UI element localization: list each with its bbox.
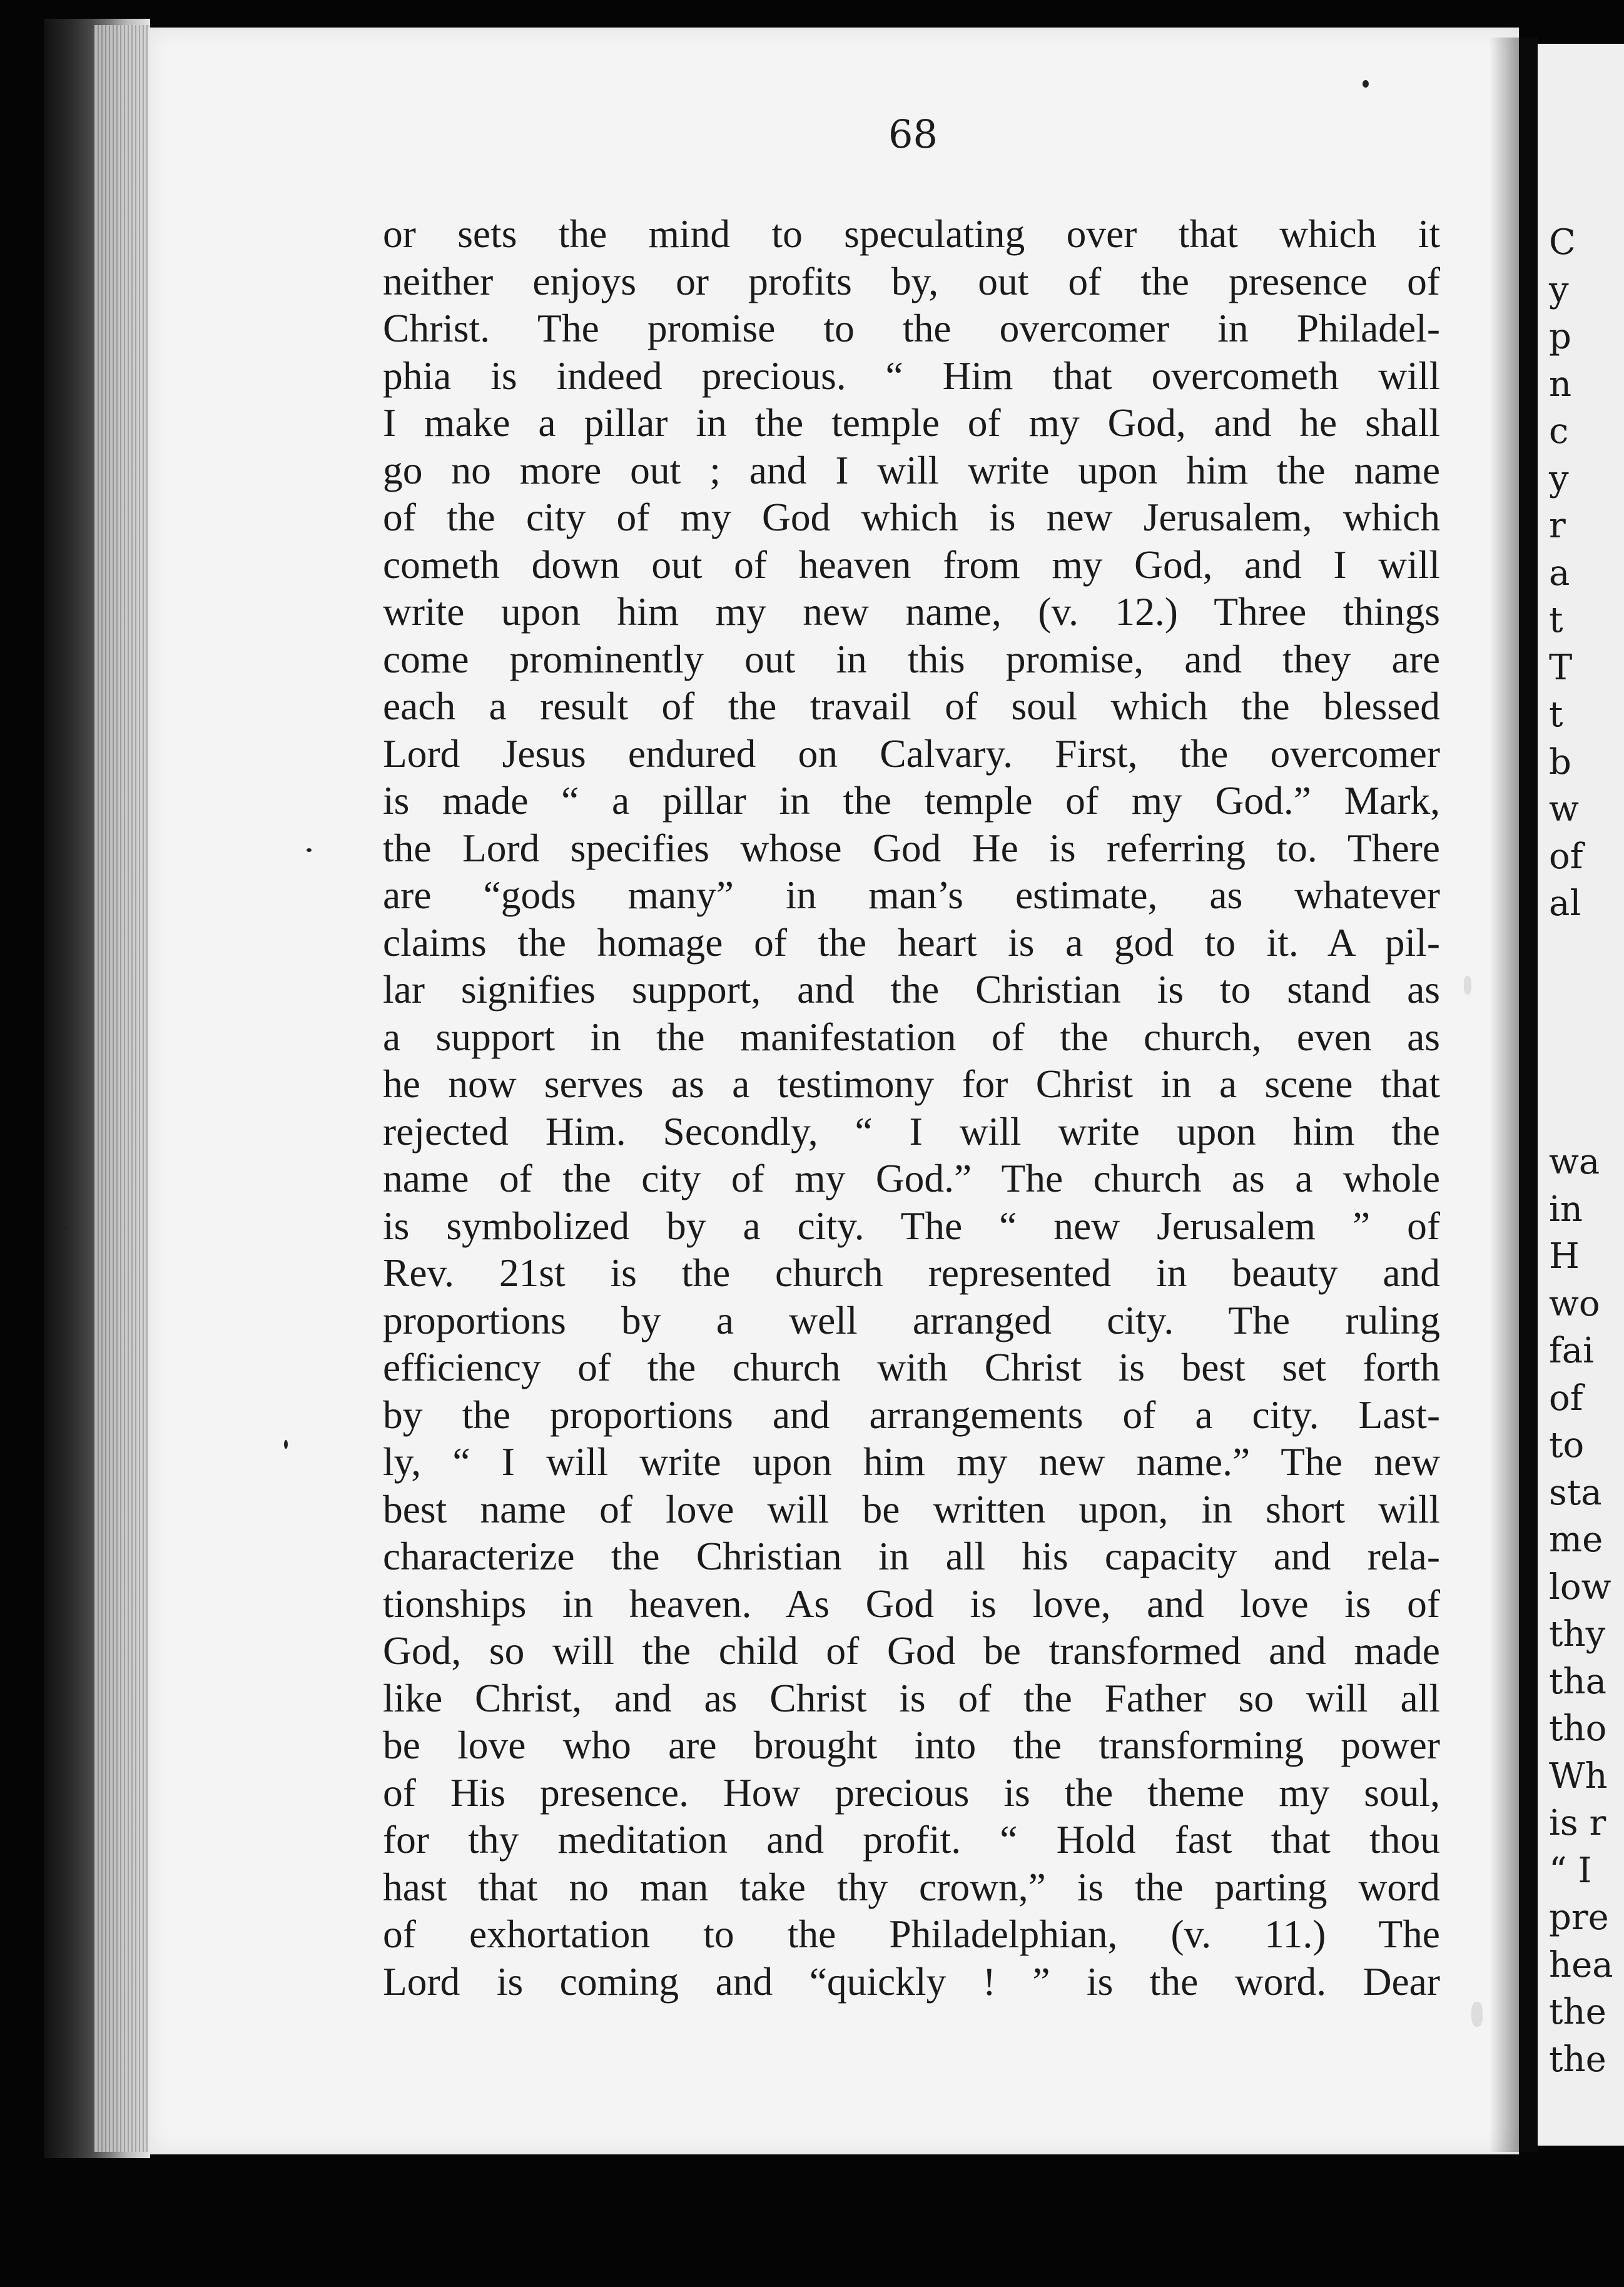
text-line: claims the homage of the heart is a god to it. A pil- — [383, 920, 1440, 965]
next-page-line: t — [1549, 600, 1563, 641]
text-line: cometh down out of heaven from my God, and I will — [383, 542, 1440, 587]
page-number: 68 — [888, 111, 938, 157]
next-page-line: of — [1549, 836, 1583, 877]
text-line: ly, “ I will write upon him my new name.” The new — [383, 1439, 1440, 1484]
next-page-line: p — [1549, 317, 1571, 357]
page-edges — [94, 25, 150, 2152]
speck — [60, 1225, 68, 1230]
next-page-line: “ I — [1549, 1850, 1592, 1891]
text-line: the Lord specifies whose God He is referring to. There — [383, 825, 1440, 870]
next-page-line: a — [1549, 552, 1570, 594]
speck — [1363, 80, 1369, 88]
text-line: phia is indeed precious. “ Him that overcometh will — [383, 353, 1440, 398]
next-page-line: c — [1549, 411, 1569, 452]
next-page-line: y — [1549, 458, 1569, 499]
text-line: go no more out ; and I will write upon him the name — [383, 447, 1440, 492]
next-page-line: tha — [1549, 1661, 1606, 1702]
next-page-line: w — [1549, 789, 1579, 829]
text-line: are “gods many” in man’s estimate, as whatever — [383, 873, 1440, 917]
next-page-line: tho — [1549, 1708, 1607, 1749]
text-line: tionships in heaven. As God is love, and love is of — [383, 1581, 1440, 1626]
text-line: come prominently out in this promise, and they are — [383, 636, 1440, 681]
next-page-line: hea — [1549, 1944, 1613, 1985]
text-line: a support in the manifestation of the church, even as — [383, 1014, 1440, 1059]
next-page-line: pre — [1549, 1897, 1609, 1938]
next-page-line: b — [1549, 741, 1571, 783]
text-line: characterize the Christian in all his capacity and rela- — [383, 1534, 1440, 1578]
next-page-line: thy — [1549, 1614, 1606, 1655]
text-line: is symbolized by a city. The “ new Jerusalem ” of — [383, 1203, 1440, 1248]
text-line: neither enjoys or profits by, out of the presence of — [383, 258, 1440, 303]
text-line: proportions by a well arranged city. The ruling — [383, 1297, 1440, 1342]
text-line: efficiency of the church with Christ is best set forth — [383, 1345, 1440, 1389]
text-line: of the city of my God which is new Jerusalem, which — [383, 495, 1440, 539]
text-line: of His presence. How precious is the theme my soul, — [383, 1770, 1440, 1815]
next-page-line: C — [1549, 222, 1576, 263]
text-line: Lord Jesus endured on Calvary. First, the overcomer — [383, 731, 1440, 776]
text-line: God, so will the child of God be transformed and made — [383, 1628, 1440, 1673]
next-page-line: t — [1549, 694, 1563, 735]
next-page-line: is r — [1549, 1803, 1606, 1843]
book-binding — [1519, 38, 1538, 2152]
next-page-line: wo — [1549, 1283, 1600, 1324]
next-page-line: me — [1549, 1519, 1603, 1560]
next-page-line: al — [1549, 883, 1581, 924]
text-line: by the proportions and arrangements of a city. Last- — [383, 1392, 1440, 1437]
next-page-line: Wh — [1549, 1755, 1608, 1797]
next-page-line: H — [1549, 1236, 1580, 1277]
next-page-line: r — [1549, 505, 1566, 546]
text-line: rejected Him. Secondly, “ I will write upon him the — [383, 1108, 1440, 1154]
page-gutter-shadow — [1489, 38, 1519, 2152]
text-line: Christ. The promise to the overcomer in Philadel- — [383, 306, 1440, 350]
text-line: lar signifies support, and the Christian is to stand as — [383, 967, 1440, 1012]
text-line: he now serves as a testimony for Christ in a scene that — [383, 1062, 1440, 1106]
next-page-line: y — [1549, 269, 1569, 310]
text-line: hast that no man take thy crown,” is the parting word — [383, 1864, 1440, 1909]
next-page-line: sta — [1549, 1472, 1602, 1513]
text-line: is made “ a pillar in the temple of my God.” Mark, — [383, 778, 1440, 823]
text-line: name of the city of my God.” The church as a whole — [383, 1156, 1440, 1200]
text-line: for thy meditation and profit. “ Hold fast that thou — [383, 1817, 1440, 1862]
next-page-line: in — [1549, 1189, 1583, 1230]
text-line: I make a pillar in the temple of my God, and he shall — [383, 400, 1440, 445]
speck — [307, 848, 312, 852]
text-line: write upon him my new name, (v. 12.) Three things — [383, 589, 1440, 634]
next-page-line: wa — [1549, 1142, 1600, 1182]
speck — [1471, 2002, 1483, 2027]
next-page-line: to — [1549, 1425, 1585, 1466]
text-line: Lord is coming and “quickly ! ” is the word. Dear — [383, 1959, 1440, 2004]
text-line: like Christ, and as Christ is of the Father so will all — [383, 1675, 1440, 1720]
next-page-fragment — [1538, 44, 1624, 2146]
text-line: or sets the mind to speculating over that which it — [383, 211, 1440, 256]
next-page-line: n — [1549, 363, 1572, 405]
text-line: be love who are brought into the transforming power — [383, 1723, 1440, 1767]
speck — [1464, 976, 1471, 995]
text-line: each a result of the travail of soul which the blessed — [383, 684, 1440, 728]
next-page-line: the — [1549, 2039, 1606, 2080]
next-page-line: fai — [1549, 1331, 1595, 1371]
text-line: of exhortation to the Philadelphian, (v. 11.) The — [383, 1912, 1440, 1956]
text-line: Rev. 21st is the church represented in beauty and — [383, 1250, 1440, 1295]
text-line: best name of love will be written upon, in short will — [383, 1486, 1440, 1531]
next-page-line: T — [1549, 647, 1573, 688]
next-page-line: the — [1549, 1992, 1606, 2032]
next-page-line: low — [1549, 1566, 1611, 1608]
speck — [284, 1440, 288, 1449]
next-page-line: of — [1549, 1377, 1583, 1419]
page-body-text — [383, 210, 1440, 2005]
